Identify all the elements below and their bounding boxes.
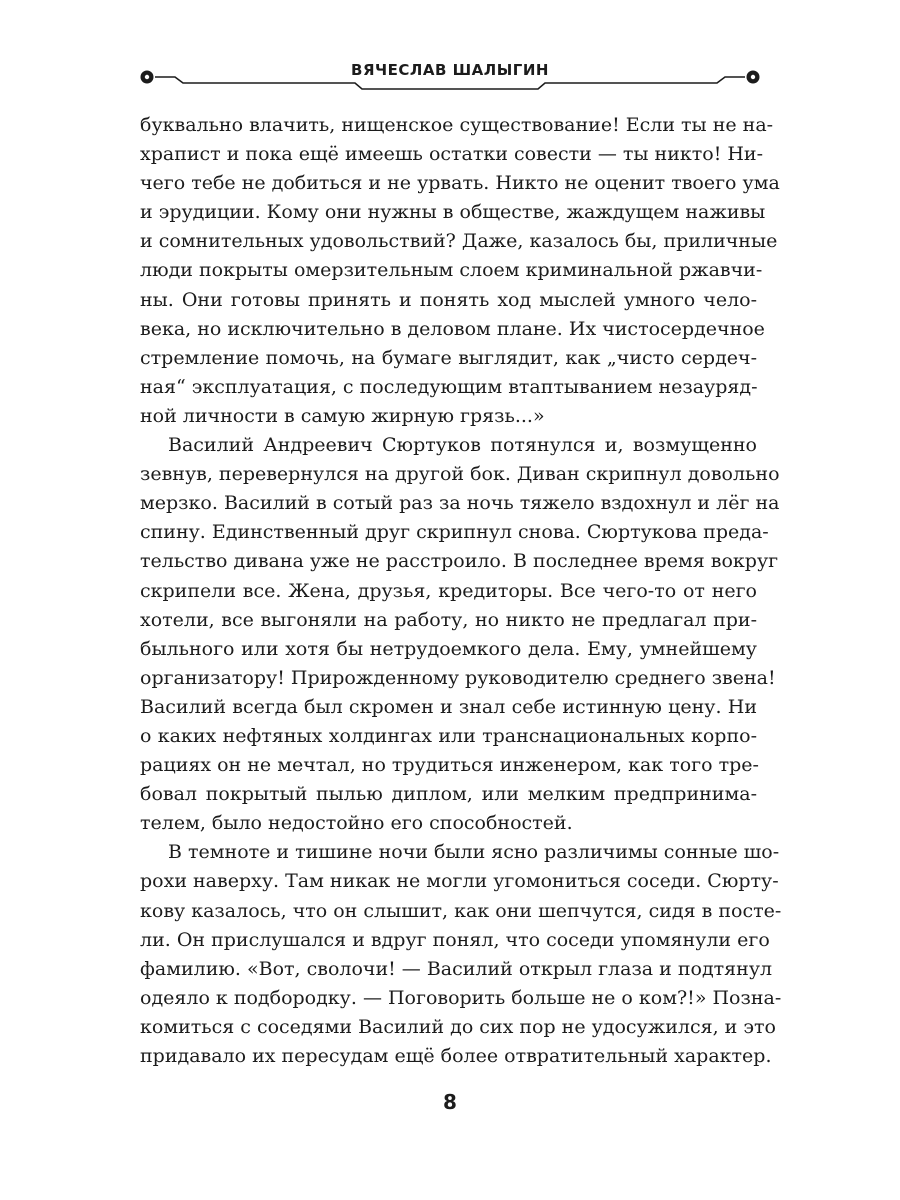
page-number: 8 (443, 1090, 457, 1114)
author-name: ВЯЧЕСЛАВ ШАЛЫГИН (351, 61, 549, 79)
text-line: быльного или хотя бы нетрудоемкого дела. Ему, умнейшему (140, 637, 757, 660)
text-line: ны. Они готовы принять и понять ход мыслей умного чело- (140, 288, 757, 311)
text-line: рациях он не мечтал, но трудиться инженером, как того тре- (140, 754, 759, 777)
text-line: телем, было недостойно его способностей. (140, 812, 573, 835)
body-text (140, 111, 782, 1071)
text-line: В темноте и тишине ночи были ясно различимы сонные шо- (168, 841, 780, 864)
text-line: спину. Единственный друг скрипнул снова. Сюртукова преда- (140, 521, 769, 544)
text-line: скрипели все. Жена, друзья, кредиторы. Все чего-то от него (140, 579, 757, 602)
paragraph (140, 111, 780, 431)
text-line: Василий всегда был скромен и знал себе истинную цену. Ни (140, 695, 757, 718)
running-header (135, 56, 765, 96)
paragraph (140, 431, 780, 838)
text-line: люди покрыты омерзительным слоем криминальной ржавчи- (140, 259, 763, 282)
text-line: тельство дивана уже не расстроило. В последнее время вокруг (140, 550, 779, 573)
text-line: стремление помочь, на бумаге выглядит, как „чисто сердеч- (140, 346, 757, 369)
text-line: о каких нефтяных холдингах или транснациональных корпо- (140, 724, 757, 747)
paragraph (140, 838, 782, 1071)
text-line: Василий Андреевич Сюртуков потянулся и, возмущенно (168, 434, 757, 457)
text-line: храпист и пока ещё имеешь остатки совести — ты никто! Ни- (140, 143, 764, 166)
text-line: бовал покрытый пылью диплом, или мелким предпринима- (140, 783, 757, 806)
text-line: рохи наверху. Там никак не могли угомониться соседи. Сюрту- (140, 870, 779, 893)
text-line: и эрудиции. Кому они нужны в обществе, жаждущем наживы (140, 201, 766, 224)
text-line: кову казалось, что он слышит, как они шепчутся, сидя в посте- (140, 899, 782, 922)
text-line: ли. Он прислушался и вдруг понял, что соседи упомянули его (140, 928, 770, 951)
text-line: комиться с соседями Василий до сих пор не удосужился, и это (140, 1015, 776, 1038)
text-line: хотели, все выгоняли на работу, но никто не предлагал при- (140, 608, 757, 631)
text-line: ная“ эксплуатация, с последующим втаптыванием незауряд- (140, 375, 758, 398)
text-line: ной личности в самую жирную грязь...» (140, 404, 545, 427)
text-line: буквально влачить, нищенское существование! Если ты не на- (140, 114, 774, 136)
text-line: придавало их пересудам ещё более отвратительный характер. (140, 1045, 772, 1067)
text-line: мерзко. Василий в сотый раз за ночь тяжело вздохнул и лёг на (140, 492, 780, 515)
text-line: организатору! Прирожденному руководителю среднего звена! (140, 666, 776, 689)
text-line: века, но исключительно в деловом плане. Их чистосердечное (140, 317, 765, 340)
text-line: и сомнительных удовольствий? Даже, казалось бы, приличные (140, 230, 778, 253)
text-line: чего тебе не добиться и не урвать. Никто не оценит твоего ума (140, 172, 780, 195)
text-line: зевнув, перевернулся на другой бок. Диван скрипнул довольно (140, 463, 780, 486)
text-line: фамилию. «Вот, сволочи! — Василий открыл глаза и подтянул (140, 957, 773, 980)
text-line: одеяло к подбородку. — Поговорить больше не о ком?!» Позна- (140, 986, 782, 1009)
